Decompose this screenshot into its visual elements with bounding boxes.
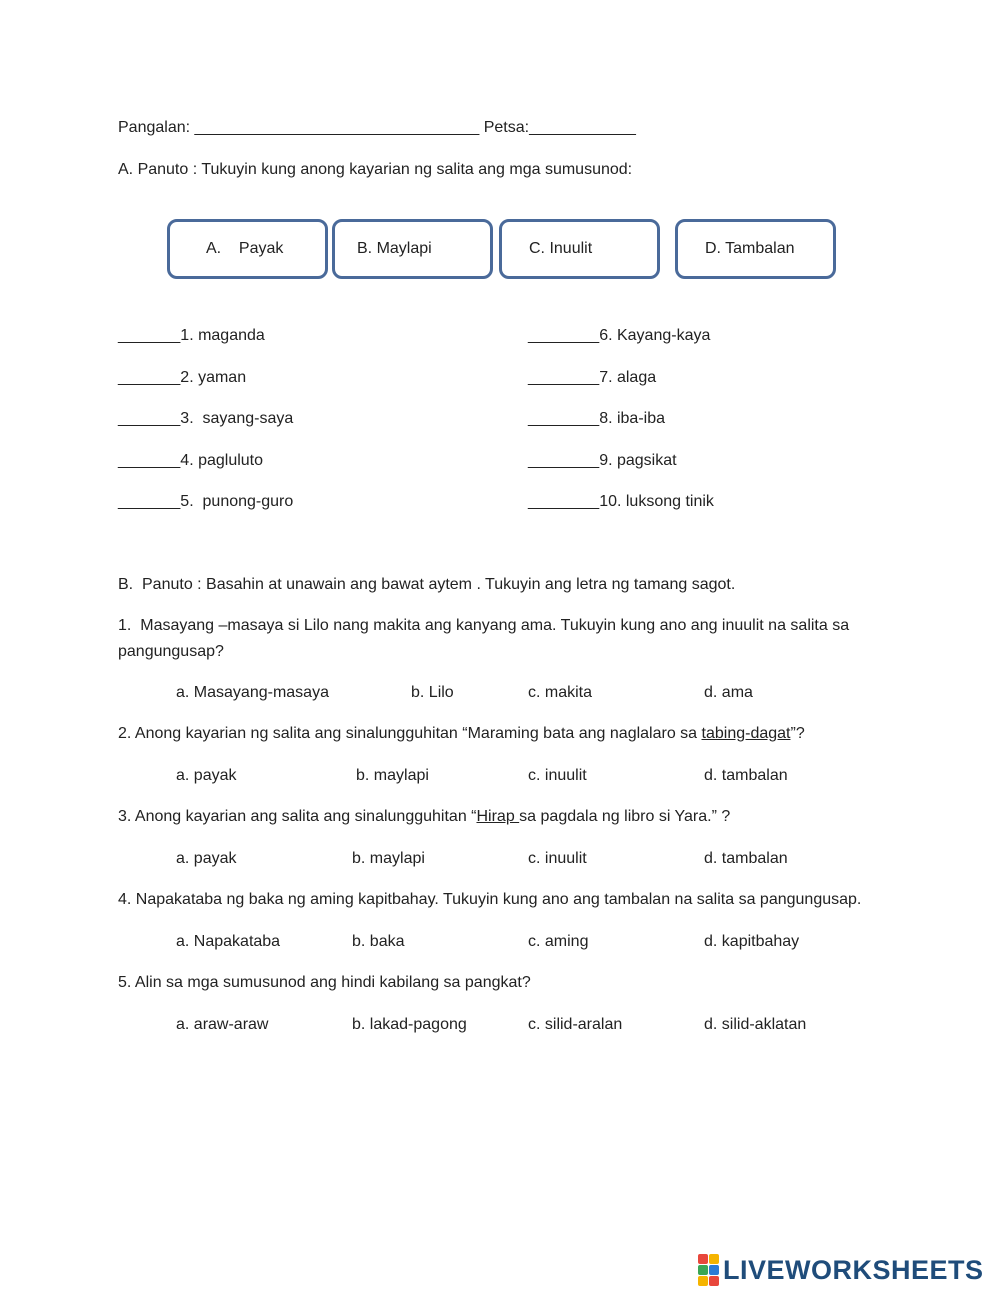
q1-option-a[interactable]: a. Masayang-masaya: [176, 684, 329, 701]
q1-option-c[interactable]: c. makita: [528, 684, 593, 701]
liveworksheets-logo: [698, 1255, 984, 1285]
q3-option-b[interactable]: b. maylapi: [352, 850, 425, 867]
choice-label: B. Maylapi: [357, 240, 432, 257]
choice-box-b: [332, 219, 493, 279]
logo-tile: [698, 1254, 708, 1264]
question-3-text-end: sa pagdala ng libro si Yara.” ?: [519, 808, 731, 825]
list-item[interactable]: _______2. yaman: [118, 369, 247, 386]
part-a-instruction: A. Panuto : Tukuyin kung anong kayarian ng salita ang mga sumusunod:: [118, 161, 633, 178]
question-2-text-end: ”?: [790, 725, 805, 742]
choice-box-d: [675, 219, 836, 279]
list-item[interactable]: ________7. alaga: [528, 369, 657, 386]
logo-tiles-icon: [698, 1254, 719, 1286]
q3-option-c[interactable]: c. inuulit: [528, 850, 587, 867]
q5-option-b[interactable]: b. lakad-pagong: [352, 1016, 467, 1033]
logo-tile: [698, 1276, 708, 1286]
question-3-text-start: 3. Anong kayarian ang salita ang sinalungguhitan “: [118, 808, 477, 825]
choice-box-c: [499, 219, 660, 279]
part-b-instruction: B. Panuto : Basahin at unawain ang bawat aytem . Tukuyin ang letra ng tamang sagot.: [118, 576, 736, 593]
q4-option-c[interactable]: c. aming: [528, 933, 589, 950]
question-1-text: 1. Masayang –masaya si Lilo nang makita ang kanyang ama. Tukuyin kung ano ang inuulit na salita sa: [118, 617, 850, 634]
q4-option-d[interactable]: d. kapitbahay: [704, 933, 800, 950]
list-item[interactable]: ________10. luksong tinik: [528, 493, 714, 510]
question-2-text: [118, 724, 805, 744]
name-date-line: Pangalan: ________________________________ Petsa:____________: [118, 119, 636, 136]
q4-option-b[interactable]: b. baka: [352, 933, 405, 950]
question-3-text: [118, 807, 730, 827]
logo-tile: [709, 1276, 719, 1286]
choice-box-a: [167, 219, 328, 279]
list-item[interactable]: ________9. pagsikat: [528, 452, 677, 469]
list-item[interactable]: _______3. sayang-saya: [118, 410, 294, 427]
question-4-text: 4. Napakataba ng baka ng aming kapitbahay. Tukuyin kung ano ang tambalan na salita sa pangungusap.: [118, 891, 862, 908]
q5-option-c[interactable]: c. silid-aralan: [528, 1016, 623, 1033]
q2-option-a[interactable]: a. payak: [176, 767, 237, 784]
q4-option-a[interactable]: a. Napakataba: [176, 933, 281, 950]
q1-option-b[interactable]: b. Lilo: [411, 684, 454, 701]
q2-option-d[interactable]: d. tambalan: [704, 767, 788, 784]
logo-tile: [709, 1254, 719, 1264]
underlined-word: Hirap: [476, 808, 520, 825]
choice-label: D. Tambalan: [705, 240, 795, 257]
q5-option-d[interactable]: d. silid-aklatan: [704, 1016, 807, 1033]
logo-tile: [709, 1265, 719, 1275]
list-item[interactable]: ________8. iba-iba: [528, 410, 666, 427]
q2-option-b[interactable]: b. maylapi: [356, 767, 429, 784]
list-item[interactable]: _______4. pagluluto: [118, 452, 264, 469]
question-5-text: 5. Alin sa mga sumusunod ang hindi kabilang sa pangkat?: [118, 974, 531, 991]
q2-option-c[interactable]: c. inuulit: [528, 767, 587, 784]
list-item[interactable]: _______5. punong-guro: [118, 493, 294, 510]
logo-text: LIVEWORKSHEETS: [723, 1254, 984, 1285]
list-item[interactable]: ________6. Kayang-kaya: [528, 327, 711, 344]
logo-tile: [698, 1265, 708, 1275]
list-item[interactable]: _______1. maganda: [118, 327, 265, 344]
underlined-word: tabing-dagat: [701, 725, 791, 742]
question-2-text-start: 2. Anong kayarian ng salita ang sinalungguhitan “Maraming bata ang naglalaro sa: [118, 725, 702, 742]
q3-option-a[interactable]: a. payak: [176, 850, 237, 867]
choice-label: C. Inuulit: [529, 240, 593, 257]
q5-option-a[interactable]: a. araw-araw: [176, 1016, 269, 1033]
choice-label: A. Payak: [206, 240, 284, 257]
q3-option-d[interactable]: d. tambalan: [704, 850, 788, 867]
q1-option-d[interactable]: d. ama: [704, 684, 753, 701]
question-1-text-cont: pangungusap?: [118, 643, 224, 660]
